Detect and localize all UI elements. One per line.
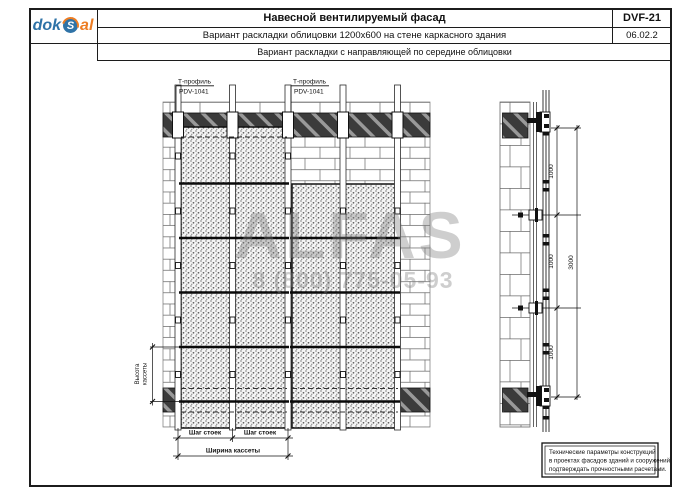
svg-text:Шаг стоек: Шаг стоек — [243, 429, 277, 437]
svg-text:3000: 3000 — [568, 255, 575, 270]
sheet-number: 06.02.2 — [626, 29, 658, 41]
svg-text:Высота: Высота — [135, 363, 141, 385]
section-top-slab — [503, 113, 529, 138]
sheet-title: Навесной вентилируемый фасад — [263, 11, 446, 24]
note-box — [542, 443, 671, 477]
svg-text:подтверждать прочностными расч: подтверждать прочностными расчетами. — [549, 466, 667, 473]
document-code: DVF-21 — [623, 11, 661, 24]
sheet-subtitle: Вариант раскладки облицовки 1200x600 на стене каркасного здания — [202, 29, 507, 41]
company-logo — [29, 8, 97, 43]
section-wall — [500, 102, 530, 427]
dim-stud-steps — [173, 428, 293, 460]
variant-description: Вариант раскладки с направляющей по середине облицовки — [257, 46, 512, 57]
dim-section-segments — [548, 125, 581, 400]
svg-text:Т-профиль: Т-профиль — [293, 78, 327, 86]
dim-cassette-width — [173, 448, 293, 459]
section-bottom-slab — [503, 388, 529, 412]
logo-text-dok: dok — [32, 16, 62, 34]
facade-drawing — [0, 60, 700, 495]
section-view — [500, 90, 581, 432]
logo-text-al: al — [80, 16, 94, 34]
svg-text:1000: 1000 — [548, 254, 555, 269]
section-bottom-bracket — [527, 386, 550, 406]
svg-text:PDV-1041: PDV-1041 — [179, 88, 209, 96]
section-top-bracket — [527, 112, 550, 132]
svg-text:Ширина кассеты: Ширина кассеты — [205, 447, 261, 455]
svg-text:PDV-1041: PDV-1041 — [294, 88, 324, 96]
watermark-brand: ALFAS — [234, 198, 466, 272]
logo-s-icon: S — [62, 17, 79, 34]
watermark — [234, 198, 465, 293]
svg-text:Т-профиль: Т-профиль — [178, 78, 212, 86]
elevation-bottom-slab-right — [398, 388, 430, 412]
svg-text:Технические параметры конструк: Технические параметры конструкций — [549, 449, 656, 456]
watermark-phone: 8 (800) 775-05-93 — [252, 267, 454, 293]
svg-text:кассеты: кассеты — [142, 362, 149, 386]
svg-text:в проектах фасадов зданий и со: в проектах фасадов зданий и сооружений — [549, 457, 671, 465]
svg-text:1000: 1000 — [548, 345, 555, 360]
section-rail — [534, 90, 550, 432]
svg-text:Шаг стоек: Шаг стоек — [188, 429, 222, 437]
dim-section-total — [568, 125, 580, 400]
svg-text:1000: 1000 — [548, 164, 555, 179]
